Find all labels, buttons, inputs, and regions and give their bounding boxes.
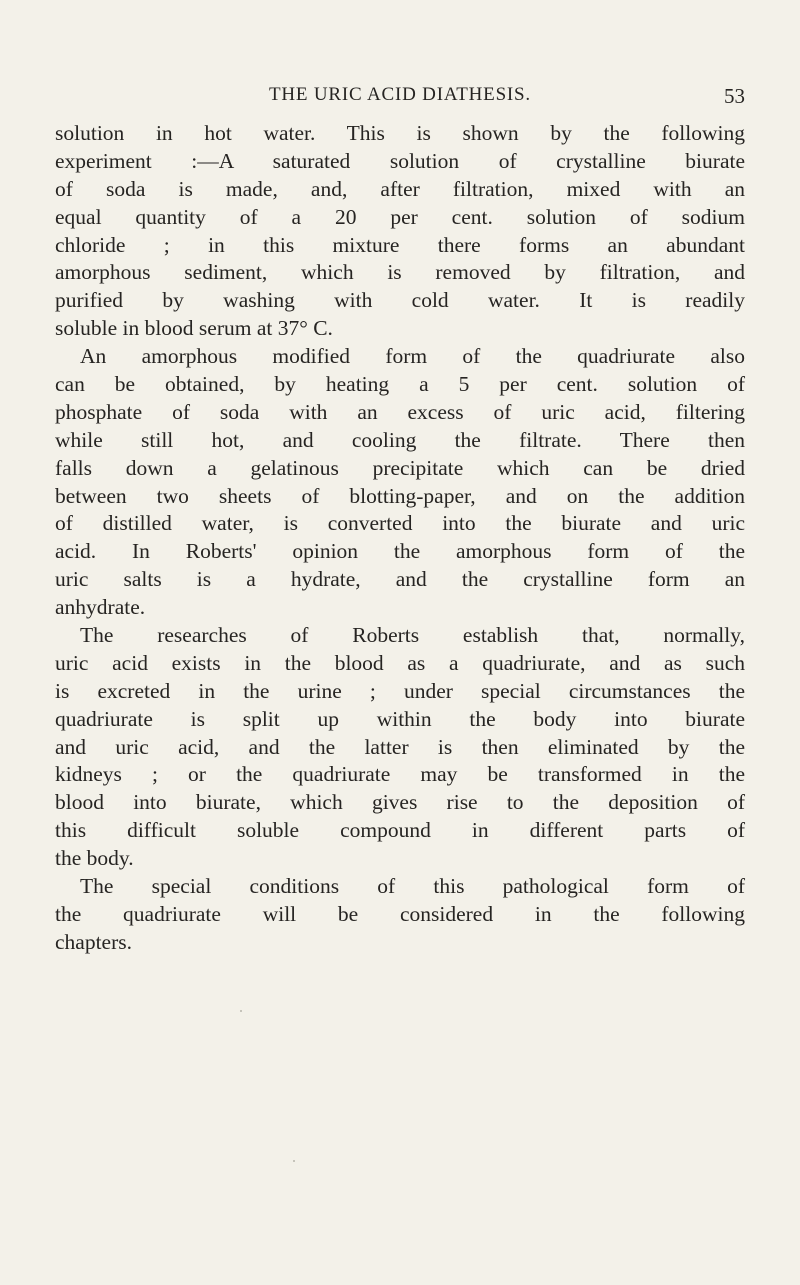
text-line: phosphate of soda with an excess of uric acid, filtering bbox=[55, 399, 745, 424]
paper-speck bbox=[240, 1010, 242, 1012]
text-line: solution in hot water. This is shown by the following bbox=[55, 121, 745, 145]
text-line: while still hot, and cooling the filtrate. There then bbox=[55, 427, 745, 452]
paragraph-start-line: The researches of Roberts establish that, normally, bbox=[80, 623, 745, 648]
text-line: of soda is made, and, after filtration, mixed with an bbox=[55, 176, 745, 201]
text-line: uric acid exists in the blood as a quadriurate, and as such bbox=[55, 650, 745, 675]
running-head bbox=[55, 84, 745, 114]
paragraph-start-line: The special conditions of this pathological form of bbox=[80, 874, 745, 899]
text-line: equal quantity of a 20 per cent. solution of sodium bbox=[55, 204, 745, 229]
text-line: falls down a gelatinous precipitate which can be dried bbox=[55, 455, 745, 480]
text-line: acid. In Roberts' opinion the amorphous form of the bbox=[55, 539, 745, 564]
text-line: quadriurate is split up within the body into biurate bbox=[55, 706, 745, 731]
paragraph-start-line: An amorphous modified form of the quadriurate also bbox=[80, 344, 745, 369]
text-line: purified by washing with cold water. It is readily bbox=[55, 288, 745, 313]
text-line: between two sheets of blotting-paper, and on the addition bbox=[55, 483, 745, 508]
text-line: chapters. bbox=[55, 929, 133, 954]
text-line: anhydrate. bbox=[55, 595, 146, 620]
text-line: kidneys ; or the quadriurate may be transformed in the bbox=[55, 762, 745, 787]
text-line: is excreted in the urine ; under special circumstances the bbox=[55, 678, 745, 703]
body-text bbox=[55, 120, 745, 957]
text-line: amorphous sediment, which is removed by filtration, and bbox=[55, 260, 745, 285]
text-line: and uric acid, and the latter is then eliminated by the bbox=[55, 734, 745, 759]
text-line: experiment :—A saturated solution of crystalline biurate bbox=[55, 148, 745, 173]
running-title: THE URIC ACID DIATHESIS. bbox=[269, 84, 531, 105]
paper-speck bbox=[293, 1160, 295, 1162]
text-line: this difficult soluble compound in different parts of bbox=[55, 818, 745, 843]
text-line: chloride ; in this mixture there forms an abundant bbox=[55, 232, 745, 257]
text-line: can be obtained, by heating a 5 per cent. solution of bbox=[55, 372, 745, 397]
text-line: the quadriurate will be considered in the following bbox=[55, 901, 745, 926]
text-line: of distilled water, is converted into the biurate and uric bbox=[55, 511, 745, 536]
text-line: blood into biurate, which gives rise to the deposition of bbox=[55, 790, 745, 815]
text-line: uric salts is a hydrate, and the crystalline form an bbox=[55, 567, 745, 592]
page-number: 53 bbox=[724, 84, 745, 108]
text-line: the body. bbox=[55, 846, 134, 871]
text-line: soluble in blood serum at 37° C. bbox=[55, 316, 333, 341]
